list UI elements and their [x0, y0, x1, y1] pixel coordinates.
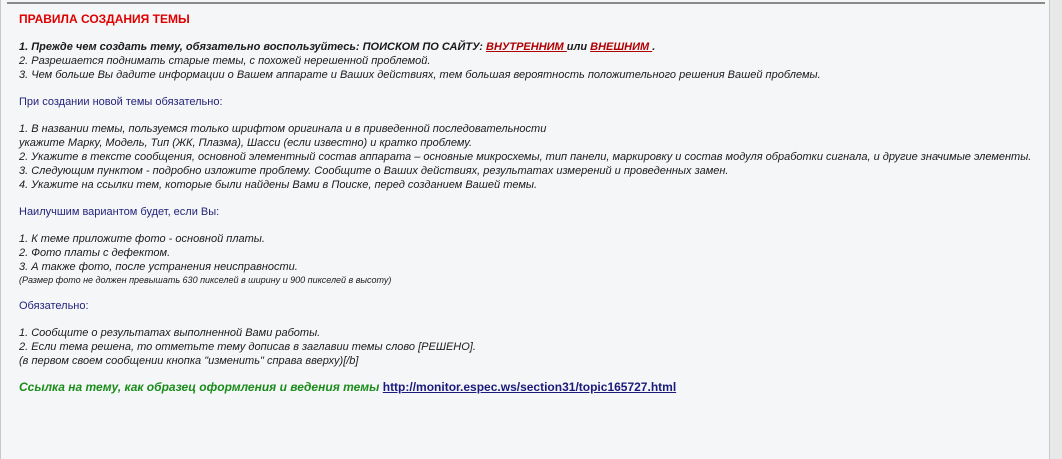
intro-line-1: 1. Прежде чем создать тему, обязательно воспользуйтесь: ПОИСКОМ ПО САЙТУ: ВНУТРЕННИМ или ВНЕШНИМ . — [19, 41, 656, 53]
rule-item: укажите Марку, Модель, Тип (ЖК, Плазма), Шасси (если известно) и кратко проблему. — [19, 137, 473, 149]
photo-size-note: (Размер фото не должен превышать 630 пикселей в ширину и 900 пикселей в высоту) — [19, 275, 392, 285]
rule-item: 2. Если тема решена, то отметьте тему дописав в заглавии темы слово [РЕШЕНО]. — [19, 341, 476, 353]
search-internal-link[interactable]: ВНУТРЕННИМ — [486, 41, 567, 53]
top-divider — [7, 2, 1045, 4]
rule-item: 1. В названии темы, пользуемся только шрифтом оригинала и в приведенной последовательности — [19, 123, 547, 135]
intro-line-3: 3. Чем больше Вы дадите информации о Вашем аппарате и Ваших действиях, тем большая вероятность положительного решения Вашей проблемы. — [19, 69, 821, 81]
page-title: ПРАВИЛА СОЗДАНИЯ ТЕМЫ — [19, 12, 190, 26]
intro-line-2: 2. Разрешается поднимать старые темы, с похожей нерешенной проблемой. — [19, 55, 431, 67]
rule-item: (в первом своем сообщении кнопка "изменить" справа вверху)[/b] — [19, 355, 359, 367]
rule-item: 1. К теме приложите фото - основной платы. — [19, 233, 265, 245]
rule-item: 2. Укажите в тексте сообщения, основной элементный состав аппарата – основные микросхемы, тип панели, маркировку и состав модуля обработки сигнала, и другие значимые элементы. — [19, 151, 1032, 163]
example-topic-link[interactable]: http://monitor.espec.ws/section31/topic165727.html — [382, 380, 677, 394]
example-topic-line: Ссылка на тему, как образец оформления и ведения темы http://monitor.espec.ws/section31/topic165727.html — [19, 380, 677, 394]
rule-item: 3. Следующим пунктом - подробно изложите проблему. Сообщите о Ваших действиях, результатах измерений и проведенных замен. — [19, 165, 729, 177]
search-external-link[interactable]: ВНЕШНИМ — [590, 41, 653, 53]
section-heading-best-option: Наилучшим вариантом будет, если Вы: — [19, 206, 220, 218]
rules-content — [19, 12, 1044, 395]
rule-item: 3. А также фото, после устранения неисправности. — [19, 261, 298, 273]
section-heading-mandatory: Обязательно: — [19, 300, 89, 312]
rule-item: 1. Сообщите о результатах выполненной Вами работы. — [19, 327, 321, 339]
section-heading-new-topic: При создании новой темы обязательно: — [19, 96, 223, 108]
rule-item: 4. Укажите на ссылки тем, которые были найдены Вами в Поиске, перед созданием Вашей темы. — [19, 179, 538, 191]
rule-item: 2. Фото платы с дефектом. — [19, 247, 171, 259]
